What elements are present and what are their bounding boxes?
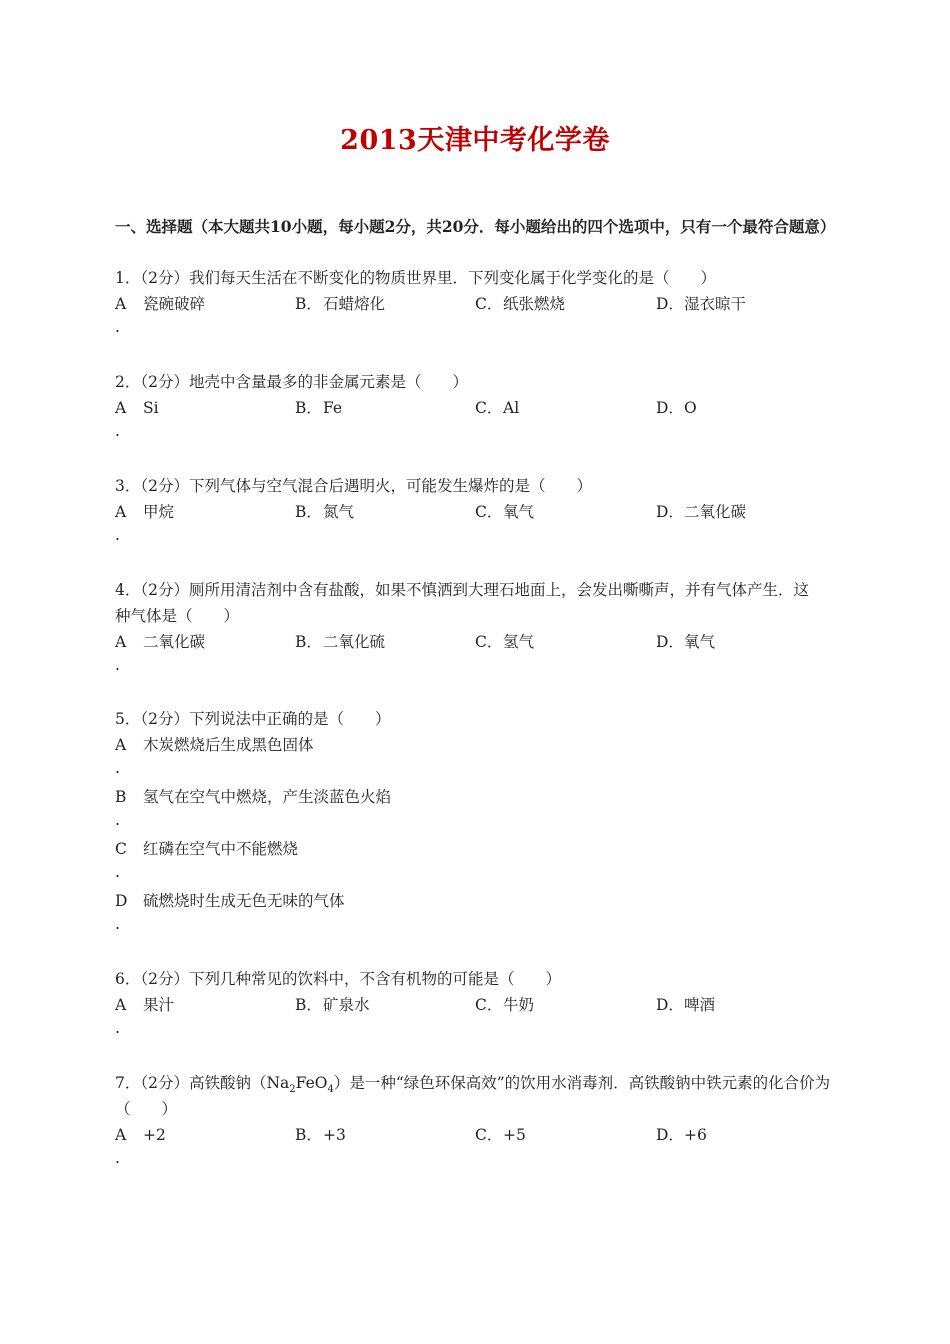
option-a[interactable]: A 甲烷 — [115, 503, 175, 521]
question-5 — [115, 706, 835, 940]
question-stem: 5．（2分）下列说法中正确的是（ ） — [115, 710, 391, 728]
question-stem: 2．（2分）地壳中含量最多的非金属元素是（ ） — [115, 373, 468, 391]
option-dot: . — [115, 656, 120, 674]
question-1 — [115, 265, 835, 343]
option-dot: . — [115, 1019, 120, 1037]
option-b[interactable]: B．+3 — [295, 1126, 346, 1144]
option-dot: . — [115, 422, 120, 440]
option-c[interactable]: C．纸张燃烧 — [475, 295, 566, 313]
question-7 — [115, 1070, 835, 1174]
option-d[interactable]: D 硫燃烧时生成无色无味的气体 — [115, 892, 345, 910]
option-a[interactable]: A Si — [115, 399, 159, 417]
option-b[interactable]: B．矿泉水 — [295, 996, 370, 1014]
section-heading: 一、选择题（本大题共10小题，每小题2分，共20分．每小题给出的四个选项中，只有一个最符合题意） — [115, 217, 836, 236]
options-row — [115, 1122, 835, 1148]
option-c[interactable]: C．氧气 — [475, 503, 535, 521]
option-a[interactable]: A 瓷碗破碎 — [115, 295, 206, 313]
options-row — [115, 395, 835, 421]
options-row — [115, 291, 835, 317]
option-dot: . — [115, 526, 120, 544]
question-stem: 7．（2分）高铁酸钠$(Na_2FeO_4)$是一种“绿色环保高效”的饮用水消毒剂．高铁酸钠中铁元素的化合价为（ ） — [115, 1074, 831, 1118]
question-3 — [115, 473, 835, 551]
option-b[interactable]: B．二氧化硫 — [295, 633, 386, 651]
option-d[interactable]: D．湿衣晾干 — [656, 295, 747, 313]
options-row — [115, 992, 835, 1018]
question-4 — [115, 577, 823, 681]
option-d[interactable]: D．氧气 — [656, 633, 716, 651]
question-stem: 1．（2分）我们每天生活在不断变化的物质世界里．下列变化属于化学变化的是（ ） — [115, 269, 716, 287]
option-c[interactable]: C．Al — [475, 399, 520, 417]
option-a[interactable]: A 木炭燃烧后生成黑色固体 — [115, 736, 314, 754]
option-b[interactable]: B．氮气 — [295, 503, 355, 521]
question-stem: 6．（2分）下列几种常见的饮料中，不含有机物的可能是（ ） — [115, 970, 561, 988]
option-a[interactable]: A 果汁 — [115, 996, 175, 1014]
option-dot: . — [115, 863, 120, 881]
option-c[interactable]: C．氢气 — [475, 633, 535, 651]
question-6 — [115, 966, 835, 1044]
page-title: 2013天津中考化学卷 — [340, 125, 610, 156]
option-dot: . — [115, 318, 120, 336]
option-dot: . — [115, 759, 120, 777]
option-b[interactable]: B．Fe — [295, 399, 343, 417]
option-dot: . — [115, 1149, 120, 1167]
option-dot: . — [115, 915, 120, 933]
options-row — [115, 629, 823, 655]
option-d[interactable]: D．啤酒 — [656, 996, 716, 1014]
option-b[interactable]: B 氢气在空气中燃烧，产生淡蓝色火焰 — [115, 788, 392, 806]
option-a[interactable]: A 二氧化碳 — [115, 633, 206, 651]
option-c[interactable]: C．+5 — [475, 1126, 526, 1144]
option-dot: . — [115, 811, 120, 829]
option-c[interactable]: C 红磷在空气中不能燃烧 — [115, 840, 299, 858]
option-b[interactable]: B．石蜡熔化 — [295, 295, 386, 313]
option-a[interactable]: A +2 — [115, 1126, 166, 1144]
option-d[interactable]: D．O — [656, 399, 697, 417]
option-d[interactable]: D．二氧化碳 — [656, 503, 747, 521]
option-c[interactable]: C．牛奶 — [475, 996, 535, 1014]
question-2 — [115, 369, 835, 447]
question-stem: 4．（2分）厕所用清洁剂中含有盐酸，如果不慎洒到大理石地面上，会发出嘶嘶声，并有气体产生．这种气体是（ ） — [115, 581, 809, 625]
question-stem: 3．（2分）下列气体与空气混合后遇明火，可能发生爆炸的是（ ） — [115, 477, 592, 495]
option-d[interactable]: D．+6 — [656, 1126, 707, 1144]
options-row — [115, 499, 835, 525]
